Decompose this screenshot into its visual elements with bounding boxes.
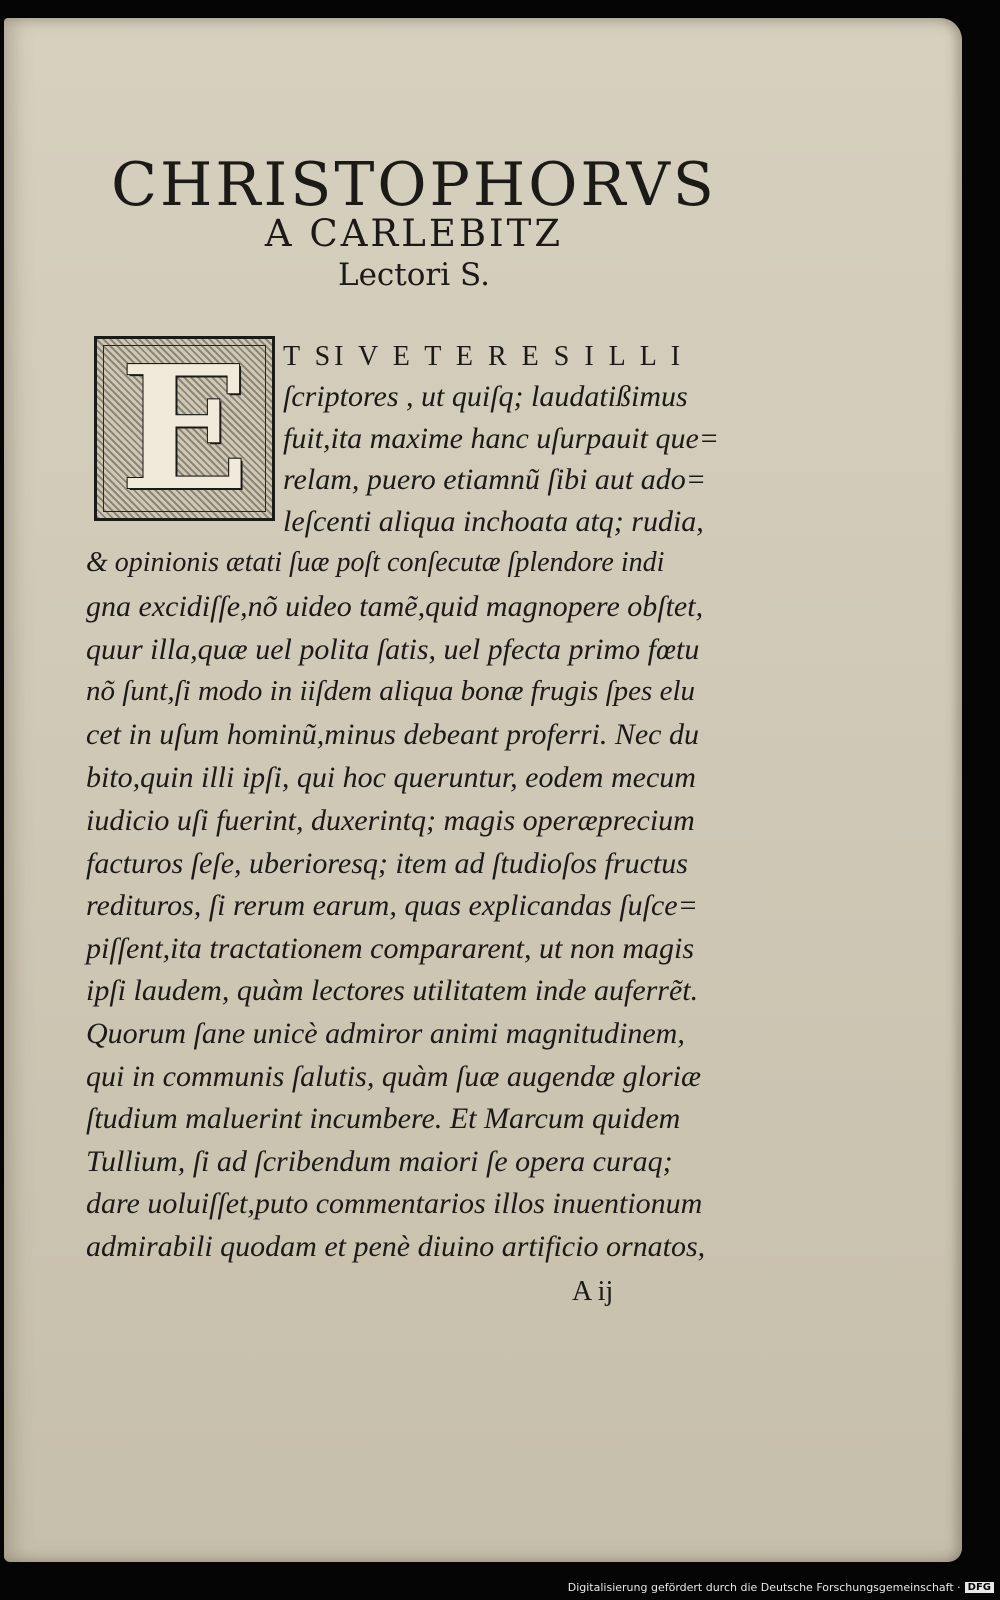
body-line-3: fuit,ita maxime hanc uſurpauit que= bbox=[283, 422, 720, 455]
body-line-12: iudicio uſi fuerint, duxerintq; magis operæprecium bbox=[86, 804, 695, 837]
title-line-1: CHRISTOPHORVS bbox=[111, 150, 717, 220]
body-line-8: quur illa,quæ uel polita ſatis, uel pfecta primo fœtu bbox=[86, 633, 700, 666]
book-page bbox=[4, 18, 962, 1562]
body-line-11: bito,quin illi ipſi, qui hoc queruntur, eodem mecum bbox=[86, 761, 696, 794]
body-line-14: redituros, ſi rerum earum, quas explicandas ſuſce= bbox=[86, 889, 698, 922]
body-line-4: relam, puero etiamnũ ſibi aut ado= bbox=[283, 463, 706, 496]
body-line-1: T SI V E T E R E S I L L I bbox=[283, 341, 685, 372]
body-line-15: piſſent,ita tractationem compararent, ut non magis bbox=[86, 932, 695, 965]
body-line-13: facturos ſeſe, uberioresq; item ad ſtudioſos fructus bbox=[86, 847, 688, 880]
body-line-9: nõ ſunt,ſi modo in iiſdem aliqua bonæ frugis ſpes elu bbox=[86, 675, 695, 707]
body-line-17: Quorum ſane unicè admiror animi magnitudinem, bbox=[86, 1017, 685, 1050]
dfg-logo-icon: DFG bbox=[965, 1582, 994, 1593]
credit-text: Digitalisierung gefördert durch die Deutsche Forschungsgemeinschaft · bbox=[567, 1581, 961, 1594]
body-line-19: ſtudium maluerint incumbere. Et Marcum quidem bbox=[86, 1102, 681, 1135]
title-line-2: A CARLEBITZ bbox=[264, 212, 564, 255]
body-line-7: gna excidiſſe,nõ uideo tamẽ,quid magnopere obſtet, bbox=[86, 590, 704, 623]
body-line-18: qui in communis ſalutis, quàm ſuæ augendæ gloriæ bbox=[86, 1060, 702, 1093]
body-line-5: leſcenti aliqua inchoata atq; rudia, bbox=[283, 505, 704, 538]
folio-signature: A ij bbox=[572, 1276, 614, 1307]
body-line-21: dare uoluiſſet,puto commentarios illos inuentionum bbox=[86, 1187, 703, 1220]
body-line-16: ipſi laudem, quàm lectores utilitatem inde auferrẽt. bbox=[86, 974, 699, 1007]
decorated-initial-icon bbox=[94, 328, 275, 529]
title-line-3: Lectori S. bbox=[338, 257, 490, 293]
body-line-6: & opinionis ætati ſuæ poſt conſecutæ ſplendore indi bbox=[86, 547, 665, 578]
body-line-10: cet in uſum hominũ,minus debeant proferri. Nec du bbox=[86, 718, 699, 751]
initial-letter: E bbox=[119, 328, 250, 529]
digitization-credit bbox=[568, 1581, 994, 1594]
body-line-20: Tullium, ſi ad ſcribendum maiori ſe opera curaq; bbox=[86, 1145, 673, 1178]
body-line-2: ſcriptores , ut quiſq; laudatißimus bbox=[283, 380, 688, 413]
body-line-22: admirabili quodam et penè diuino artificio ornatos, bbox=[86, 1230, 706, 1263]
